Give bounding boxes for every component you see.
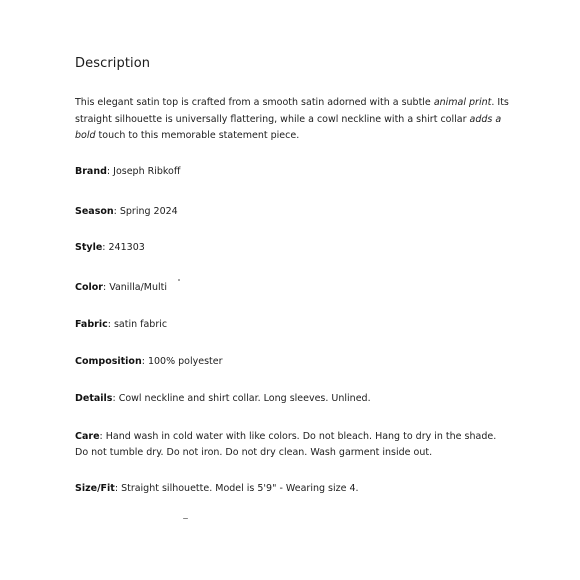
detail-value: 100% polyester: [147, 356, 223, 367]
description-intro: This elegant satin top is crafted from a smooth satin adorned with a subtle animal print. Its straight silhouette is universally flattering, while a cowl neckline with a shirt collar adds a bold touch to this memorable statement piece.: [75, 97, 509, 141]
scan-speck: [178, 279, 180, 281]
detail-label: Color: [75, 282, 103, 293]
detail-label: Brand: [75, 166, 107, 177]
detail-label: Season: [75, 206, 114, 217]
detail-row-color: Color: Vanilla/Multi: [75, 282, 167, 293]
detail-value: Hand wash in cold water with like colors. Do not bleach. Hang to dry in the shade. Do not tumble dry. Do not iron. Do not dry clean. Wash garment inside out.: [75, 431, 497, 458]
detail-label: Style: [75, 242, 103, 253]
detail-value: Joseph Ribkoff: [113, 166, 181, 177]
detail-value: satin fabric: [113, 319, 168, 330]
detail-row-size-fit: Size/Fit: Straight silhouette. Model is 5'9" - Wearing size 4.: [75, 483, 359, 494]
detail-row-care: Care: Hand wash in cold water with like colors. Do not bleach. Hang to dry in the shade. Do not tumble dry. Do not iron. Do not dry clean. Wash garment inside out.: [75, 431, 497, 458]
detail-label: Fabric: [75, 319, 108, 330]
detail-label: Size/Fit: [75, 483, 115, 494]
detail-value: Spring 2024: [119, 206, 178, 217]
detail-row-style: Style: 241303: [75, 242, 145, 253]
detail-row-composition: Composition: 100% polyester: [75, 356, 223, 367]
detail-value: 241303: [108, 242, 145, 253]
detail-label: Details: [75, 393, 113, 404]
detail-value: Vanilla/Multi: [109, 282, 167, 293]
detail-label: Care: [75, 431, 100, 442]
description-heading: Description: [75, 56, 151, 71]
detail-row-fabric: Fabric: satin fabric: [75, 319, 168, 330]
detail-row-brand: Brand: Joseph Ribkoff: [75, 166, 181, 177]
detail-row-details: Details: Cowl neckline and shirt collar. Long sleeves. Unlined.: [75, 393, 371, 404]
scan-speck: [183, 518, 188, 519]
detail-row-season: Season: Spring 2024: [75, 206, 178, 217]
detail-value: Cowl neckline and shirt collar. Long sleeves. Unlined.: [118, 393, 371, 404]
detail-label: Composition: [75, 356, 142, 367]
detail-value: Straight silhouette. Model is 5'9" - Wearing size 4.: [121, 483, 359, 494]
